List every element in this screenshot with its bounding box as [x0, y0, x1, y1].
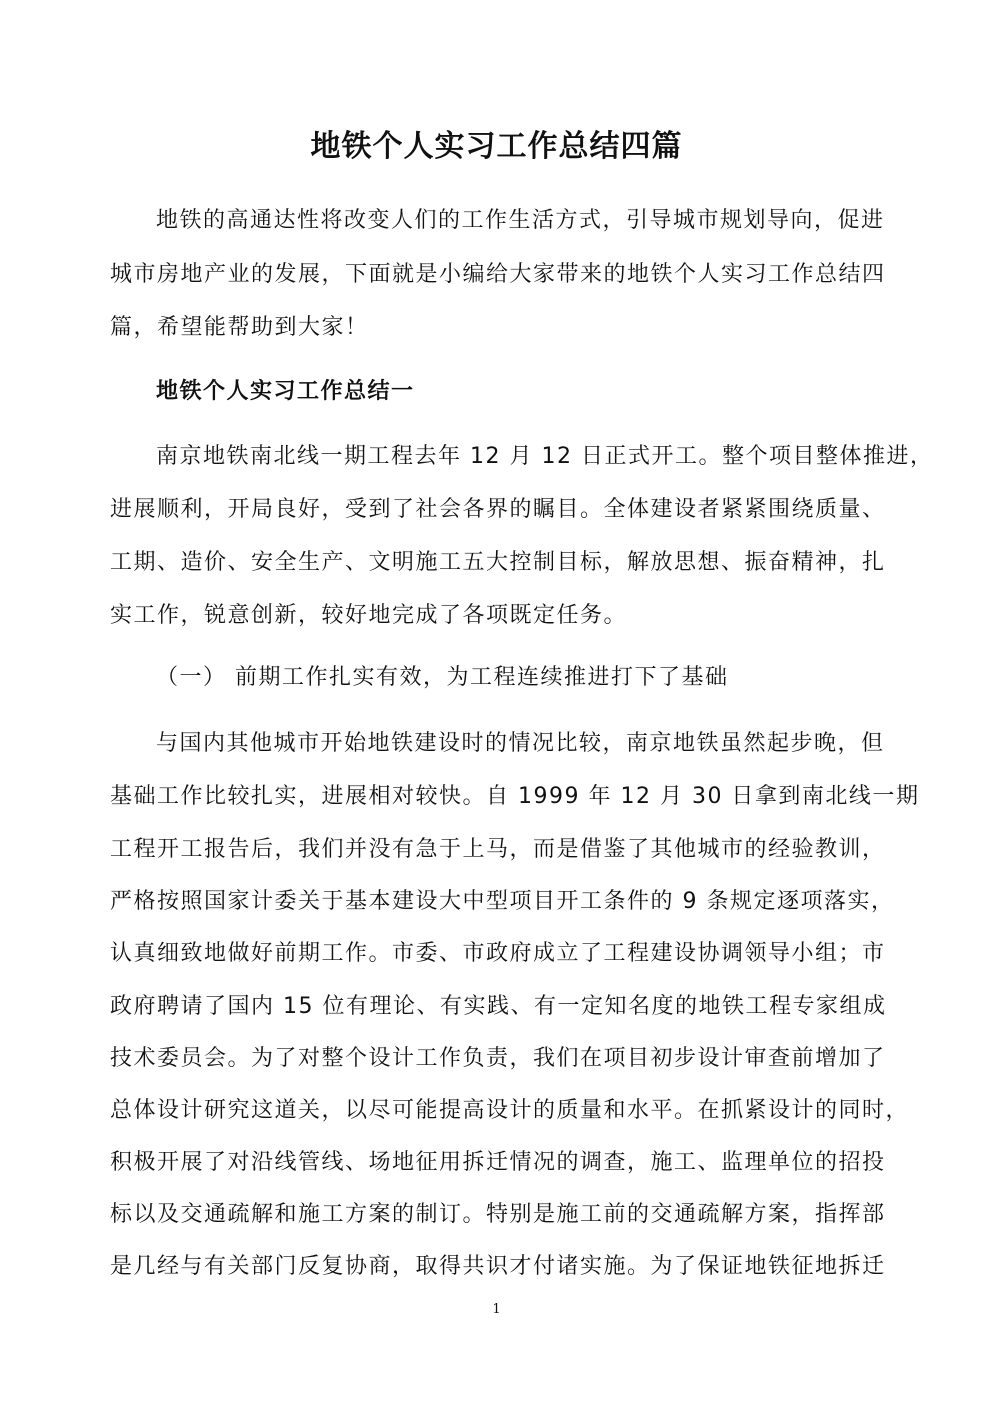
paragraph-line: 实工作，锐意创新，较好地完成了各项既定任务。 [110, 603, 628, 628]
paragraph-line: 是几经与有关部门反复协商，取得共识才付诸实施。为了保证地铁征地拆迁 [110, 1254, 886, 1279]
paragraph-line: 政府聘请了国内 15 位有理论、有实践、有一定知名度的地铁工程专家组成 [110, 994, 887, 1019]
paragraph-line: 认真细致地做好前期工作。市委、市政府成立了工程建设协调领导小组；市 [110, 941, 886, 966]
document-title: 地铁个人实习工作总结四篇 [310, 129, 683, 164]
intro-line: 篇，希望能帮助到大家！ [110, 315, 369, 340]
paragraph-line: 基础工作比较扎实，进展相对较快。自 1999 年 12 月 30 日拿到南北线一期 [110, 784, 920, 809]
paragraph-line: 与国内其他城市开始地铁建设时的情况比较，南京地铁虽然起步晚，但 [156, 731, 885, 756]
paragraph-line: 工程开工报告后，我们并没有急于上马，而是借鉴了其他城市的经验教训， [110, 837, 886, 862]
page-number: 1 [492, 1302, 501, 1317]
paragraph-line: 进展顺利，开局良好，受到了社会各界的瞩目。全体建设者紧紧围绕质量、 [110, 497, 886, 522]
paragraph-line: 总体设计研究这道关，以尽可能提高设计的质量和水平。在抓紧设计的同时， [110, 1098, 910, 1123]
paragraph-line: 严格按照国家计委关于基本建设大中型项目开工条件的 9 条规定逐项落实， [110, 889, 895, 914]
intro-line: 地铁的高通达性将改变人们的工作生活方式，引导城市规划导向，促进 [156, 208, 885, 233]
intro-line: 城市房地产业的发展，下面就是小编给大家带来的地铁个人实习工作总结四 [110, 262, 886, 287]
paragraph-line: 南京地铁南北线一期工程去年 12 月 12 日正式开工。整个项目整体推进， [156, 444, 934, 469]
paragraph-line: 工期、造价、安全生产、文明施工五大控制目标，解放思想、振奋精神，扎 [110, 550, 886, 575]
section-heading: 地铁个人实习工作总结一 [156, 379, 415, 404]
paragraph-line: 积极开展了对沿线管线、场地征用拆迁情况的调查，施工、监理单位的招投 [110, 1150, 886, 1175]
subheading: （一） 前期工作扎实有效，为工程连续推进打下了基础 [156, 665, 729, 690]
paragraph-line: 技术委员会。为了对整个设计工作负责，我们在项目初步设计审查前增加了 [110, 1046, 886, 1071]
paragraph-line: 标以及交通疏解和施工方案的制订。特别是施工前的交通疏解方案，指挥部 [110, 1202, 886, 1227]
